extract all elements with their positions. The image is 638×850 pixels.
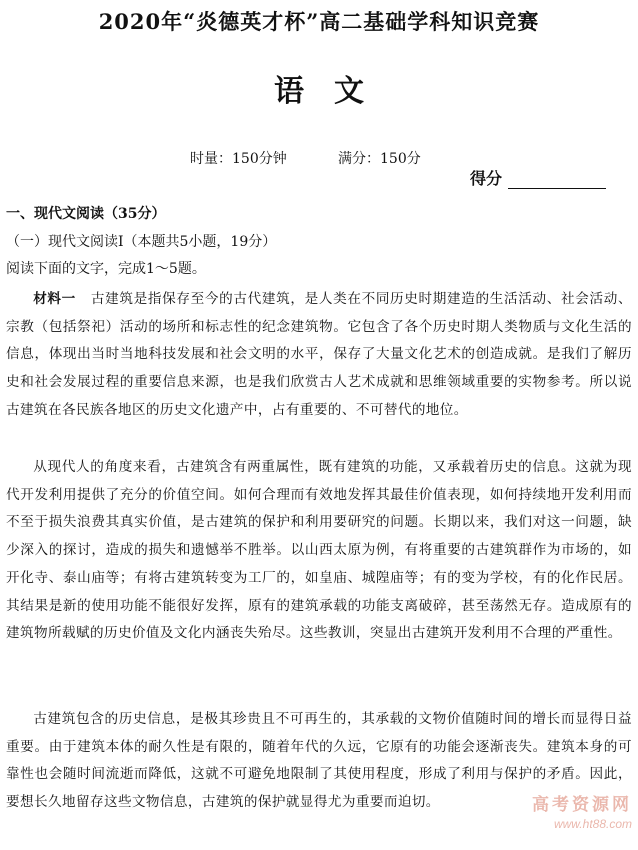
paragraph-text: 从现代人的角度来看，古建筑含有两重属性，既有建筑的功能，又承载着历史的信息。这就为现代开发利用提供了充分的价值空间。如何合理而有效地发挥其最佳价值表现，如何持续地开发利用而不至于损失浪费其真实价值，是古建筑的保护和利用要研究的问题。长期以来，我们对这一问题，缺少深入的探讨，造成的损失和遗憾举不胜举。以山西太原为例，有将重要的古建筑群作为市场的，如开化寺、泰山庙等；有将古建筑转变为工厂的，如皇庙、城隍庙等；有的变为学校，有的化作民居。其结果是新的使用功能不能很好发挥，原有的建筑承载的功能支离破碎，甚至荡然无存。造成原有的建筑物所载赋的历史价值及文化内涵丧失殆尽。这些教训，突显出古建筑开发利用不合理的严重性。 (6, 459, 632, 642)
score-field (470, 166, 606, 189)
reading-instruction: 阅读下面的文字，完成1～5题。 (6, 261, 206, 277)
section-heading: 一、现代文阅读（35分） (6, 206, 166, 222)
paragraph-text: 古建筑包含的历史信息，是极其珍贵且不可再生的，其承载的文物价值随时间的增长而显得日益重要。由于建筑本体的耐久性是有限的，随着年代的久远，它原有的功能会逐渐丧失。建筑本身的可靠性也会随时间流逝而降低，这就不可避免地限制了其使用程度，形成了利用与保护的矛盾。因此，要想长久地留存这些文物信息，古建筑的保护就显得尤为重要而迫切。 (6, 711, 632, 811)
paragraph-text: 古建筑是指保存至今的古代建筑，是人类在不同历史时期建造的生活活动、社会活动、宗教（包括祭祀）活动的场所和标志性的纪念建筑物。它包含了各个历史时期人类物质与文化生活的信息，体现出当时当地科技发展和社会文明的水平，保存了大量文化艺术的创造成就。是我们了解历史和社会发展过程的重要信息来源，也是我们欣赏古人艺术成就和思维领域重要的实物参考。所以说古建筑在各民族各地区的历史文化遗产中，占有重要的、不可替代的地位。 (6, 291, 633, 418)
exam-duration: 时量：150分钟 (190, 151, 287, 167)
full-score: 满分：150分 (338, 151, 421, 167)
watermark (512, 790, 632, 831)
watermark-url: www.ht88.com (553, 817, 632, 831)
exam-title: 2020年“炎德英才杯”高二基础学科知识竞赛 (98, 9, 540, 34)
watermark-brand: 高考资源网 (532, 795, 632, 814)
subject-title: 语文 (274, 74, 394, 109)
subsection-heading: （一）现代文阅读Ⅰ（本题共5小题，19分） (6, 234, 277, 250)
material-label: 材料一 (33, 291, 76, 307)
material-one-paragraph-2 (6, 454, 632, 648)
score-field-label: 得分 (470, 169, 503, 188)
score-blank-line (508, 172, 606, 189)
material-one-paragraph-1 (6, 286, 632, 425)
